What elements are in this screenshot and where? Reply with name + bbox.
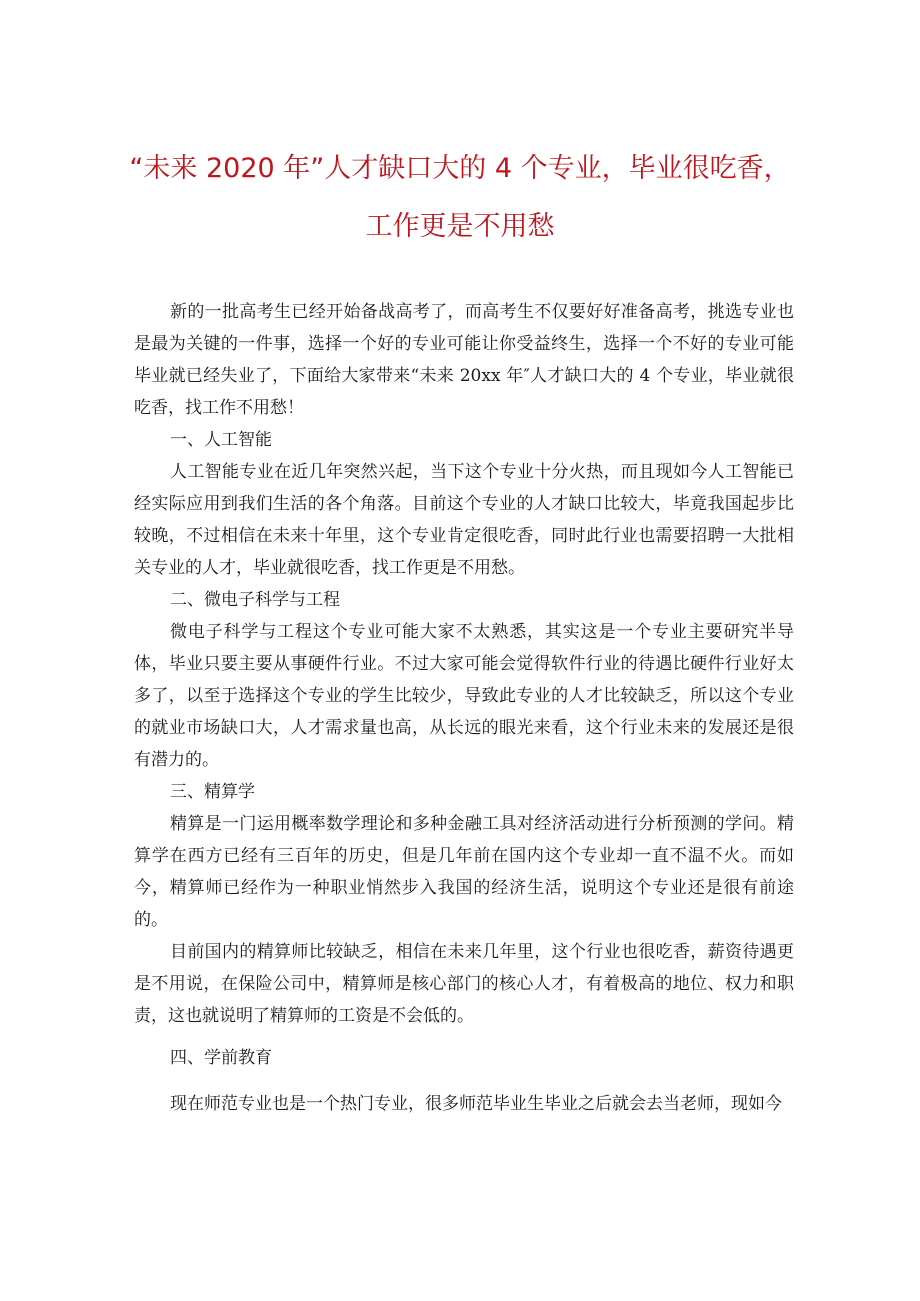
document-title-line-2: 工作更是不用愁: [365, 211, 555, 242]
document-body: [134, 296, 794, 1120]
section-heading-3: 三、精算学: [170, 782, 255, 802]
section-heading-1: 一、人工智能: [170, 430, 272, 450]
section-3-paragraph-1: 精算是一门运用概率数学理论和多种金融工具对经济活动进行分析预测的学问。精算学在西方已经有三百年的历史，但是几年前在国内这个专业却一直不温不火。而如今，精算师已经作为一种职业悄然步入我国的经济生活，说明这个专业还是很有前途的。: [134, 814, 794, 930]
section-4-paragraph-1: 现在师范专业也是一个热门专业，很多师范毕业生毕业之后就会去当老师，现如今: [170, 1094, 782, 1114]
document-title-line-1: “未来 2020 年”人才缺口大的 4 个专业，毕业很吃香，: [129, 153, 791, 184]
section-1-paragraph-1: 人工智能专业在近几年突然兴起，当下这个专业十分火热，而且现如今人工智能已经实际应用到我们生活的各个角落。目前这个专业的人才缺口比较大，毕竟我国起步比较晚，不过相信在未来十年里，这个专业肯定很吃香，同时此行业也需要招聘一大批相关专业的人才，毕业就很吃香，找工作更是不用愁。: [134, 462, 794, 578]
section-heading-4: 四、学前教育: [170, 1048, 272, 1068]
intro-paragraph: 新的一批高考生已经开始备战高考了，而高考生不仅要好好准备高考，挑选专业也是最为关键的一件事，选择一个好的专业可能让你受益终生，选择一个不好的专业可能毕业就已经失业了，下面给大家带来“未来 20xx 年″人才缺口大的 4 个专业，毕业就很吃香，找工作不用愁！: [134, 302, 794, 418]
document-title: [120, 140, 800, 256]
section-2-paragraph-1: 微电子科学与工程这个专业可能大家不太熟悉，其实这是一个专业主要研究半导体，毕业只要主要从事硬件行业。不过大家可能会觉得软件行业的待遇比硬件行业好太多了，以至于选择这个专业的学生比较少，导致此专业的人才比较缺乏，所以这个专业的就业市场缺口大，人才需求量也高，从长远的眼光来看，这个行业未来的发展还是很有潜力的。: [134, 622, 794, 770]
section-3-paragraph-2: 目前国内的精算师比较缺乏，相信在未来几年里，这个行业也很吃香，薪资待遇更是不用说，在保险公司中，精算师是核心部门的核心人才，有着极高的地位、权力和职责，这也就说明了精算师的工资是不会低的。: [134, 942, 794, 1026]
section-heading-2: 二、微电子科学与工程: [170, 590, 340, 610]
